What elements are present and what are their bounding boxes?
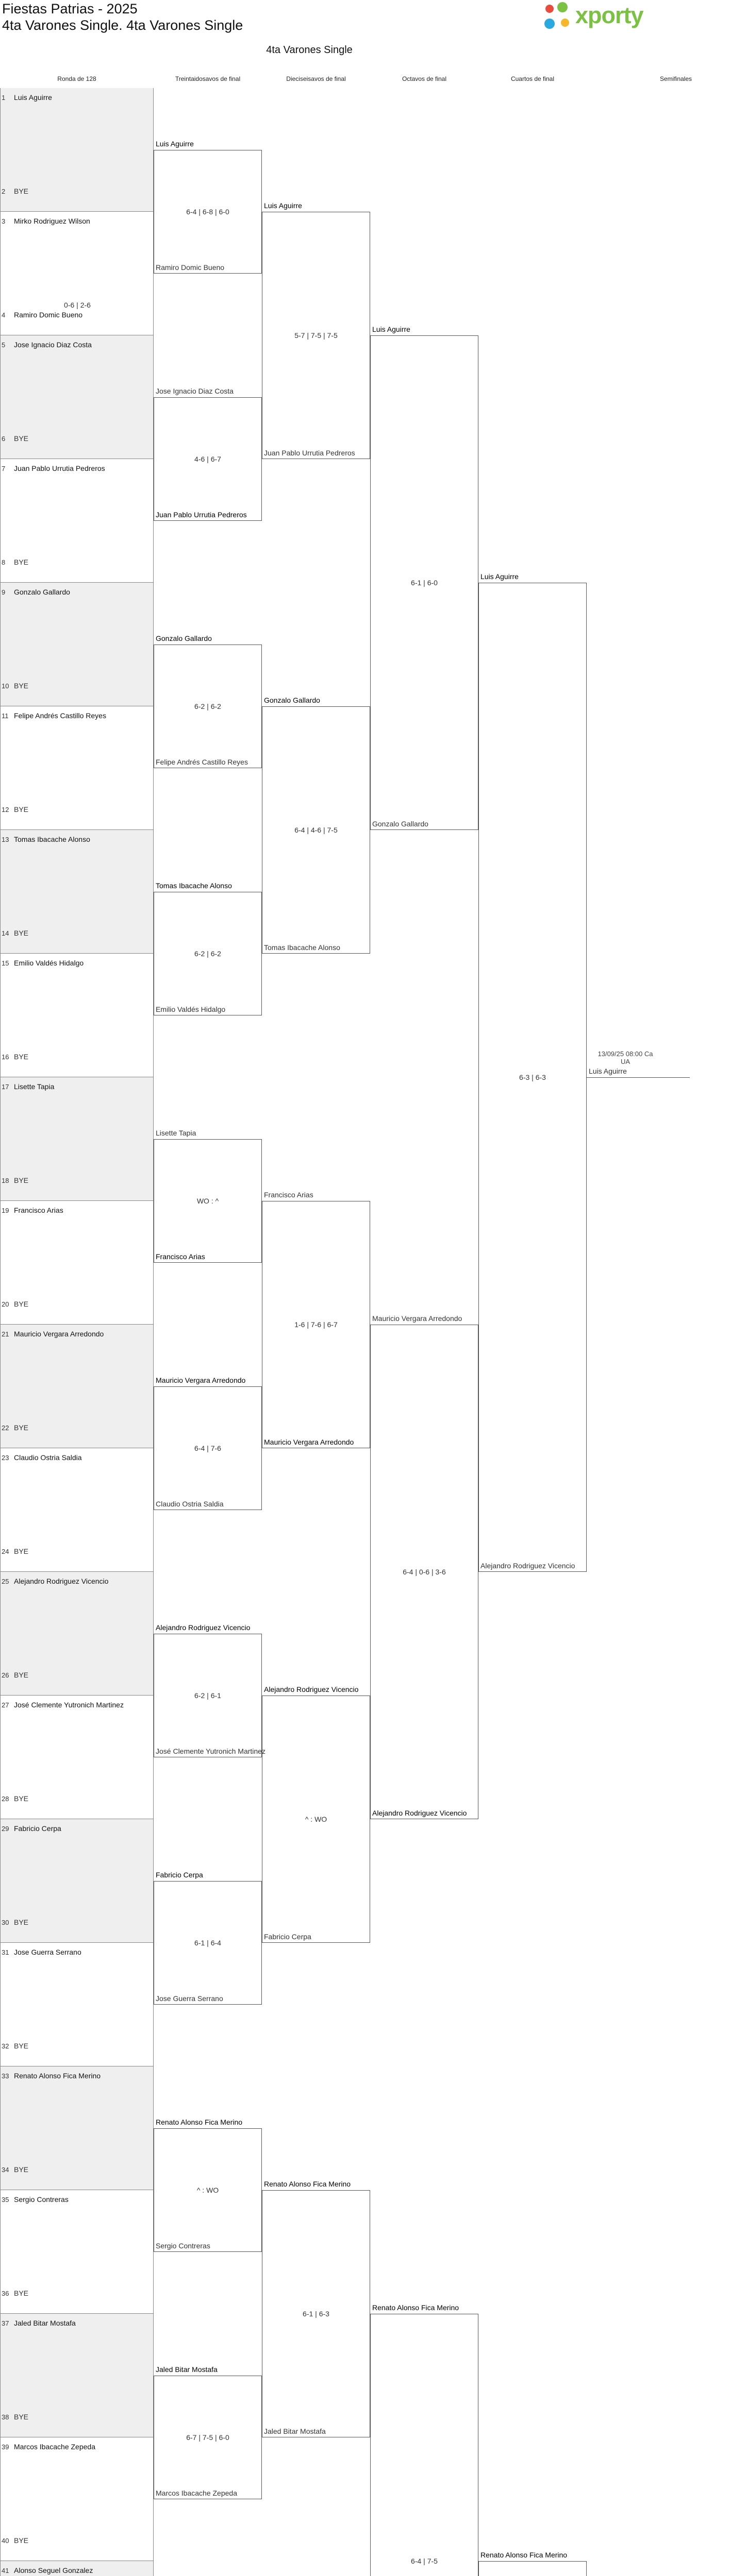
seed-entry[interactable] xyxy=(2,1453,154,1462)
xporty-logo[interactable] xyxy=(542,1,652,34)
player-top[interactable]: Alejandro Rodriguez Vicencio xyxy=(264,1685,359,1693)
seed-player-name: Mauricio Vergara Arredondo xyxy=(14,1330,104,1338)
player-bottom[interactable]: Gonzalo Gallardo xyxy=(372,820,428,828)
match-score: 6-1 | 6-0 xyxy=(411,579,438,587)
player-bottom[interactable]: Alejandro Rodriguez Vicencio xyxy=(480,1562,575,1570)
player-bottom[interactable]: Claudio Ostria Saldia xyxy=(156,1500,224,1508)
seed-player-name: BYE xyxy=(14,2536,29,2545)
seed-number: 28 xyxy=(2,1795,9,1803)
seed-entry[interactable] xyxy=(2,1671,154,1679)
match-score: ^ : WO xyxy=(305,1815,327,1823)
match-score: 6-2 | 6-2 xyxy=(194,702,221,710)
seed-number: 17 xyxy=(2,1083,9,1091)
player-top[interactable]: Luis Aguirre xyxy=(589,1067,627,1075)
player-top[interactable]: Mauricio Vergara Arredondo xyxy=(156,1376,246,1384)
player-top[interactable]: Luis Aguirre xyxy=(156,140,194,148)
seed-number: 33 xyxy=(2,2072,9,2080)
seed-number: 2 xyxy=(2,188,6,195)
seed-number: 9 xyxy=(2,588,6,596)
seed-entry[interactable] xyxy=(2,1053,154,1061)
match-score: 6-2 | 6-1 xyxy=(194,1691,221,1700)
seed-entry[interactable] xyxy=(2,1547,154,1555)
seed-entry[interactable] xyxy=(2,2289,154,2297)
player-top[interactable]: Gonzalo Gallardo xyxy=(264,696,320,704)
seed-number: 11 xyxy=(2,712,9,720)
player-top[interactable]: Fabricio Cerpa xyxy=(156,1871,203,1879)
seed-player-name: BYE xyxy=(14,187,29,195)
seed-entry[interactable] xyxy=(2,1701,154,1709)
match-box[interactable] xyxy=(478,2561,587,2576)
seed-entry[interactable] xyxy=(2,217,154,225)
seed-entry[interactable] xyxy=(2,1206,154,1214)
seed-player-name: BYE xyxy=(14,2042,29,2050)
player-bottom[interactable]: Fabricio Cerpa xyxy=(264,1933,311,1941)
seed-number: 21 xyxy=(2,1330,9,1338)
player-bottom[interactable]: Juan Pablo Urrutia Pedreros xyxy=(264,449,355,457)
seed-player-name: BYE xyxy=(14,805,29,814)
player-bottom[interactable]: Juan Pablo Urrutia Pedreros xyxy=(156,511,247,519)
player-top[interactable]: Renato Alonso Fica Merino xyxy=(480,2551,568,2559)
seed-player-name: BYE xyxy=(14,1176,29,1184)
seed-entry[interactable] xyxy=(2,2165,154,2174)
player-top[interactable]: Alejandro Rodriguez Vicencio xyxy=(156,1623,251,1632)
match-score: 6-4 | 7-6 xyxy=(194,1444,221,1452)
logo-icon xyxy=(542,1,574,34)
seed-entry[interactable] xyxy=(2,1948,154,1956)
seed-entry[interactable] xyxy=(2,959,154,967)
seed-number: 31 xyxy=(2,1948,9,1956)
match-score: 5-7 | 7-5 | 7-5 xyxy=(294,331,338,340)
match-schedule-info xyxy=(587,1050,664,1065)
player-bottom[interactable]: Jaled Bitar Mostafa xyxy=(264,2427,326,2435)
seed-player-name: Alejandro Rodriguez Vicencio xyxy=(14,1577,109,1585)
seed-entry[interactable] xyxy=(2,1423,154,1432)
seed-player-name: Gonzalo Gallardo xyxy=(14,588,70,596)
seed-player-name: BYE xyxy=(14,1794,29,1803)
player-bottom[interactable]: Marcos Ibacache Zepeda xyxy=(156,2489,237,2497)
match-score: 6-1 | 6-4 xyxy=(194,1939,221,1947)
seed-number: 40 xyxy=(2,2537,9,2545)
match-score: WO : ^ xyxy=(196,1197,219,1205)
match-score: 6-3 | 6-3 xyxy=(519,1073,546,1081)
seed-entry[interactable] xyxy=(2,2443,154,2451)
r128-score: 0-6 | 2-6 xyxy=(64,301,91,309)
seed-number: 15 xyxy=(2,959,9,967)
seed-entry[interactable] xyxy=(2,93,154,101)
seed-number: 26 xyxy=(2,1671,9,1679)
seed-entry[interactable] xyxy=(2,835,154,843)
seed-player-name: José Clemente Yutronich Martinez xyxy=(14,1701,124,1709)
player-bottom[interactable]: Sergio Contreras xyxy=(156,2242,210,2250)
seed-entry[interactable] xyxy=(2,805,154,814)
seed-entry[interactable] xyxy=(2,1577,154,1585)
seed-player-name: BYE xyxy=(14,1423,29,1432)
page-subtitle-line: 4ta Varones Single. 4ta Varones Single xyxy=(2,18,243,33)
round-header-4: Cuartos de final xyxy=(510,75,555,82)
round-header-1: Treintaidosavos de final xyxy=(175,75,241,82)
player-bottom[interactable]: José Clemente Yutronich Martinez xyxy=(156,1747,266,1755)
player-top[interactable]: Gonzalo Gallardo xyxy=(156,634,212,642)
player-bottom[interactable]: Tomas Ibacache Alonso xyxy=(264,943,340,952)
player-top[interactable]: Luis Aguirre xyxy=(372,325,410,333)
seed-player-name: Marcos Ibacache Zepeda xyxy=(14,2443,95,2451)
draw-title: 4ta Varones Single xyxy=(266,44,353,56)
player-bottom[interactable]: Emilio Valdés Hidalgo xyxy=(156,1005,226,1013)
match-score: 6-2 | 6-2 xyxy=(194,950,221,958)
seed-entry[interactable] xyxy=(2,1918,154,1926)
seed-number: 29 xyxy=(2,1825,9,1833)
seed-player-name: Emilio Valdés Hidalgo xyxy=(14,959,84,967)
seed-number: 36 xyxy=(2,2290,9,2297)
seed-player-name: BYE xyxy=(14,2165,29,2174)
seed-player-name: Lisette Tapia xyxy=(14,1082,55,1091)
seed-entry[interactable] xyxy=(2,434,154,443)
seed-player-name: Mirko Rodriguez Wilson xyxy=(14,217,90,225)
player-bottom[interactable]: Felipe Andrés Castillo Reyes xyxy=(156,758,248,766)
seed-number: 5 xyxy=(2,341,6,349)
player-top[interactable]: Luis Aguirre xyxy=(480,572,519,581)
seed-number: 35 xyxy=(2,2196,9,2204)
seed-number: 19 xyxy=(2,1207,9,1214)
player-top[interactable]: Jose Ignacio Diaz Costa xyxy=(156,387,234,395)
seed-entry[interactable] xyxy=(2,588,154,596)
seed-player-name: Jaled Bitar Mostafa xyxy=(14,2319,76,2327)
seed-player-name: Tomas Ibacache Alonso xyxy=(14,835,90,843)
seed-entry[interactable] xyxy=(2,558,154,566)
seed-number: 39 xyxy=(2,2443,9,2451)
match-score: 6-1 | 6-3 xyxy=(303,2310,329,2318)
seed-player-name: Felipe Andrés Castillo Reyes xyxy=(14,711,106,720)
seed-number: 3 xyxy=(2,217,6,225)
seed-number: 6 xyxy=(2,435,6,443)
seed-number: 12 xyxy=(2,806,9,814)
player-bottom[interactable]: Ramiro Domic Bueno xyxy=(156,263,225,272)
seed-number: 23 xyxy=(2,1454,9,1462)
seed-entry[interactable] xyxy=(2,929,154,937)
seed-player-name: BYE xyxy=(14,2289,29,2297)
seed-number: 25 xyxy=(2,1578,9,1585)
seed-number: 13 xyxy=(2,836,9,843)
seed-entry[interactable] xyxy=(2,2319,154,2327)
seed-entry[interactable] xyxy=(2,2536,154,2545)
match-schedule-date: 13/09/25 08:00 Ca xyxy=(598,1050,653,1058)
seed-player-name: Alonso Seguel Gonzalez xyxy=(14,2566,93,2574)
seed-number: 4 xyxy=(2,311,6,319)
match-box[interactable] xyxy=(370,2314,478,2576)
seed-entry[interactable] xyxy=(2,682,154,690)
seed-number: 18 xyxy=(2,1177,9,1184)
seed-player-name: Claudio Ostria Saldia xyxy=(14,1453,82,1462)
seed-number: 16 xyxy=(2,1053,9,1061)
seed-number: 14 xyxy=(2,929,9,937)
seed-player-name: BYE xyxy=(14,434,29,443)
seed-player-name: BYE xyxy=(14,558,29,566)
seed-entry[interactable] xyxy=(2,1330,154,1338)
player-top[interactable]: Mauricio Vergara Arredondo xyxy=(372,1314,462,1323)
seed-entry[interactable] xyxy=(2,311,154,319)
seed-player-name: BYE xyxy=(14,1053,29,1061)
player-top[interactable]: Francisco Arias xyxy=(264,1191,313,1199)
seed-player-name: Fabricio Cerpa xyxy=(14,1824,61,1833)
seed-number: 41 xyxy=(2,2567,9,2574)
seed-entry[interactable] xyxy=(2,2042,154,2050)
seed-entry[interactable] xyxy=(2,2566,154,2574)
seed-player-name: Sergio Contreras xyxy=(14,2195,69,2204)
seed-player-name: BYE xyxy=(14,1547,29,1555)
match-score: ^ : WO xyxy=(196,2186,219,2194)
player-top[interactable]: Renato Alonso Fica Merino xyxy=(156,2118,243,2126)
seed-entry[interactable] xyxy=(2,1082,154,1091)
player-bottom[interactable]: Mauricio Vergara Arredondo xyxy=(264,1438,354,1446)
seed-entry[interactable] xyxy=(2,2413,154,2421)
seed-player-name: Ramiro Domic Bueno xyxy=(14,311,83,319)
player-top[interactable]: Luis Aguirre xyxy=(264,201,302,210)
seed-number: 37 xyxy=(2,2319,9,2327)
seed-player-name: Juan Pablo Urrutia Pedreros xyxy=(14,464,105,472)
seed-player-name: Renato Alonso Fica Merino xyxy=(14,2072,101,2080)
seed-player-name: BYE xyxy=(14,1300,29,1308)
match-schedule-court: UA xyxy=(620,1058,631,1065)
seed-entry[interactable] xyxy=(2,464,154,472)
player-top[interactable]: Tomas Ibacache Alonso xyxy=(156,882,232,890)
seed-player-name: BYE xyxy=(14,929,29,937)
player-bottom[interactable]: Alejandro Rodriguez Vicencio xyxy=(372,1809,467,1817)
seed-player-name: Jose Ignacio Diaz Costa xyxy=(14,341,92,349)
seed-player-name: BYE xyxy=(14,2413,29,2421)
seed-entry[interactable] xyxy=(2,1824,154,1833)
match-score: 6-7 | 7-5 | 6-0 xyxy=(186,2433,229,2442)
match-score: 6-4 | 6-8 | 6-0 xyxy=(186,208,229,216)
match-score: 6-4 | 0-6 | 3-6 xyxy=(403,1568,446,1576)
seed-entry[interactable] xyxy=(2,2072,154,2080)
seed-number: 7 xyxy=(2,465,6,472)
seed-player-name: BYE xyxy=(14,1671,29,1679)
seed-number: 38 xyxy=(2,2413,9,2421)
seed-entry[interactable] xyxy=(2,711,154,720)
round-header-5: Semifinales xyxy=(659,75,692,82)
seed-entry[interactable] xyxy=(2,187,154,195)
match-box[interactable] xyxy=(587,1077,690,1078)
seed-number: 32 xyxy=(2,2042,9,2050)
round-header-2: Dieciseisavos de final xyxy=(286,75,346,82)
player-top[interactable]: Lisette Tapia xyxy=(156,1129,196,1137)
seed-entry[interactable] xyxy=(2,1794,154,1803)
seed-player-name: BYE xyxy=(14,1918,29,1926)
round-header-0: Ronda de 128 xyxy=(57,75,96,82)
seed-number: 22 xyxy=(2,1424,9,1432)
player-top[interactable]: Renato Alonso Fica Merino xyxy=(264,2180,351,2188)
logo-text: xporty xyxy=(575,2,643,28)
match-score: 4-6 | 6-7 xyxy=(194,455,221,463)
seed-number: 8 xyxy=(2,558,6,566)
seed-entry[interactable] xyxy=(2,341,154,349)
round-header-3: Octavos de final xyxy=(402,75,447,82)
seed-number: 24 xyxy=(2,1548,9,1555)
match-score: 6-4 | 7-5 xyxy=(411,2557,438,2565)
seed-player-name: BYE xyxy=(14,682,29,690)
match-score: 6-4 | 4-6 | 7-5 xyxy=(294,826,338,834)
player-bottom[interactable]: Francisco Arias xyxy=(156,1252,205,1261)
player-bottom[interactable]: Jose Guerra Serrano xyxy=(156,1994,223,2003)
seed-number: 27 xyxy=(2,1701,9,1709)
seed-number: 10 xyxy=(2,682,9,690)
seed-number: 30 xyxy=(2,1919,9,1926)
page-title: Fiestas Patrias - 2025 xyxy=(2,1,138,16)
match-score: 1-6 | 7-6 | 6-7 xyxy=(294,1320,338,1329)
seed-player-name: Jose Guerra Serrano xyxy=(14,1948,81,1956)
seed-entry[interactable] xyxy=(2,1300,154,1308)
seed-number: 1 xyxy=(2,94,6,101)
seed-entry[interactable] xyxy=(2,1176,154,1184)
seed-number: 20 xyxy=(2,1300,9,1308)
seed-player-name: Francisco Arias xyxy=(14,1206,63,1214)
seed-number: 34 xyxy=(2,2166,9,2174)
seed-entry[interactable] xyxy=(2,2195,154,2204)
player-top[interactable]: Jaled Bitar Mostafa xyxy=(156,2365,218,2374)
player-top[interactable]: Renato Alonso Fica Merino xyxy=(372,2303,459,2312)
seed-player-name: Luis Aguirre xyxy=(14,93,52,101)
